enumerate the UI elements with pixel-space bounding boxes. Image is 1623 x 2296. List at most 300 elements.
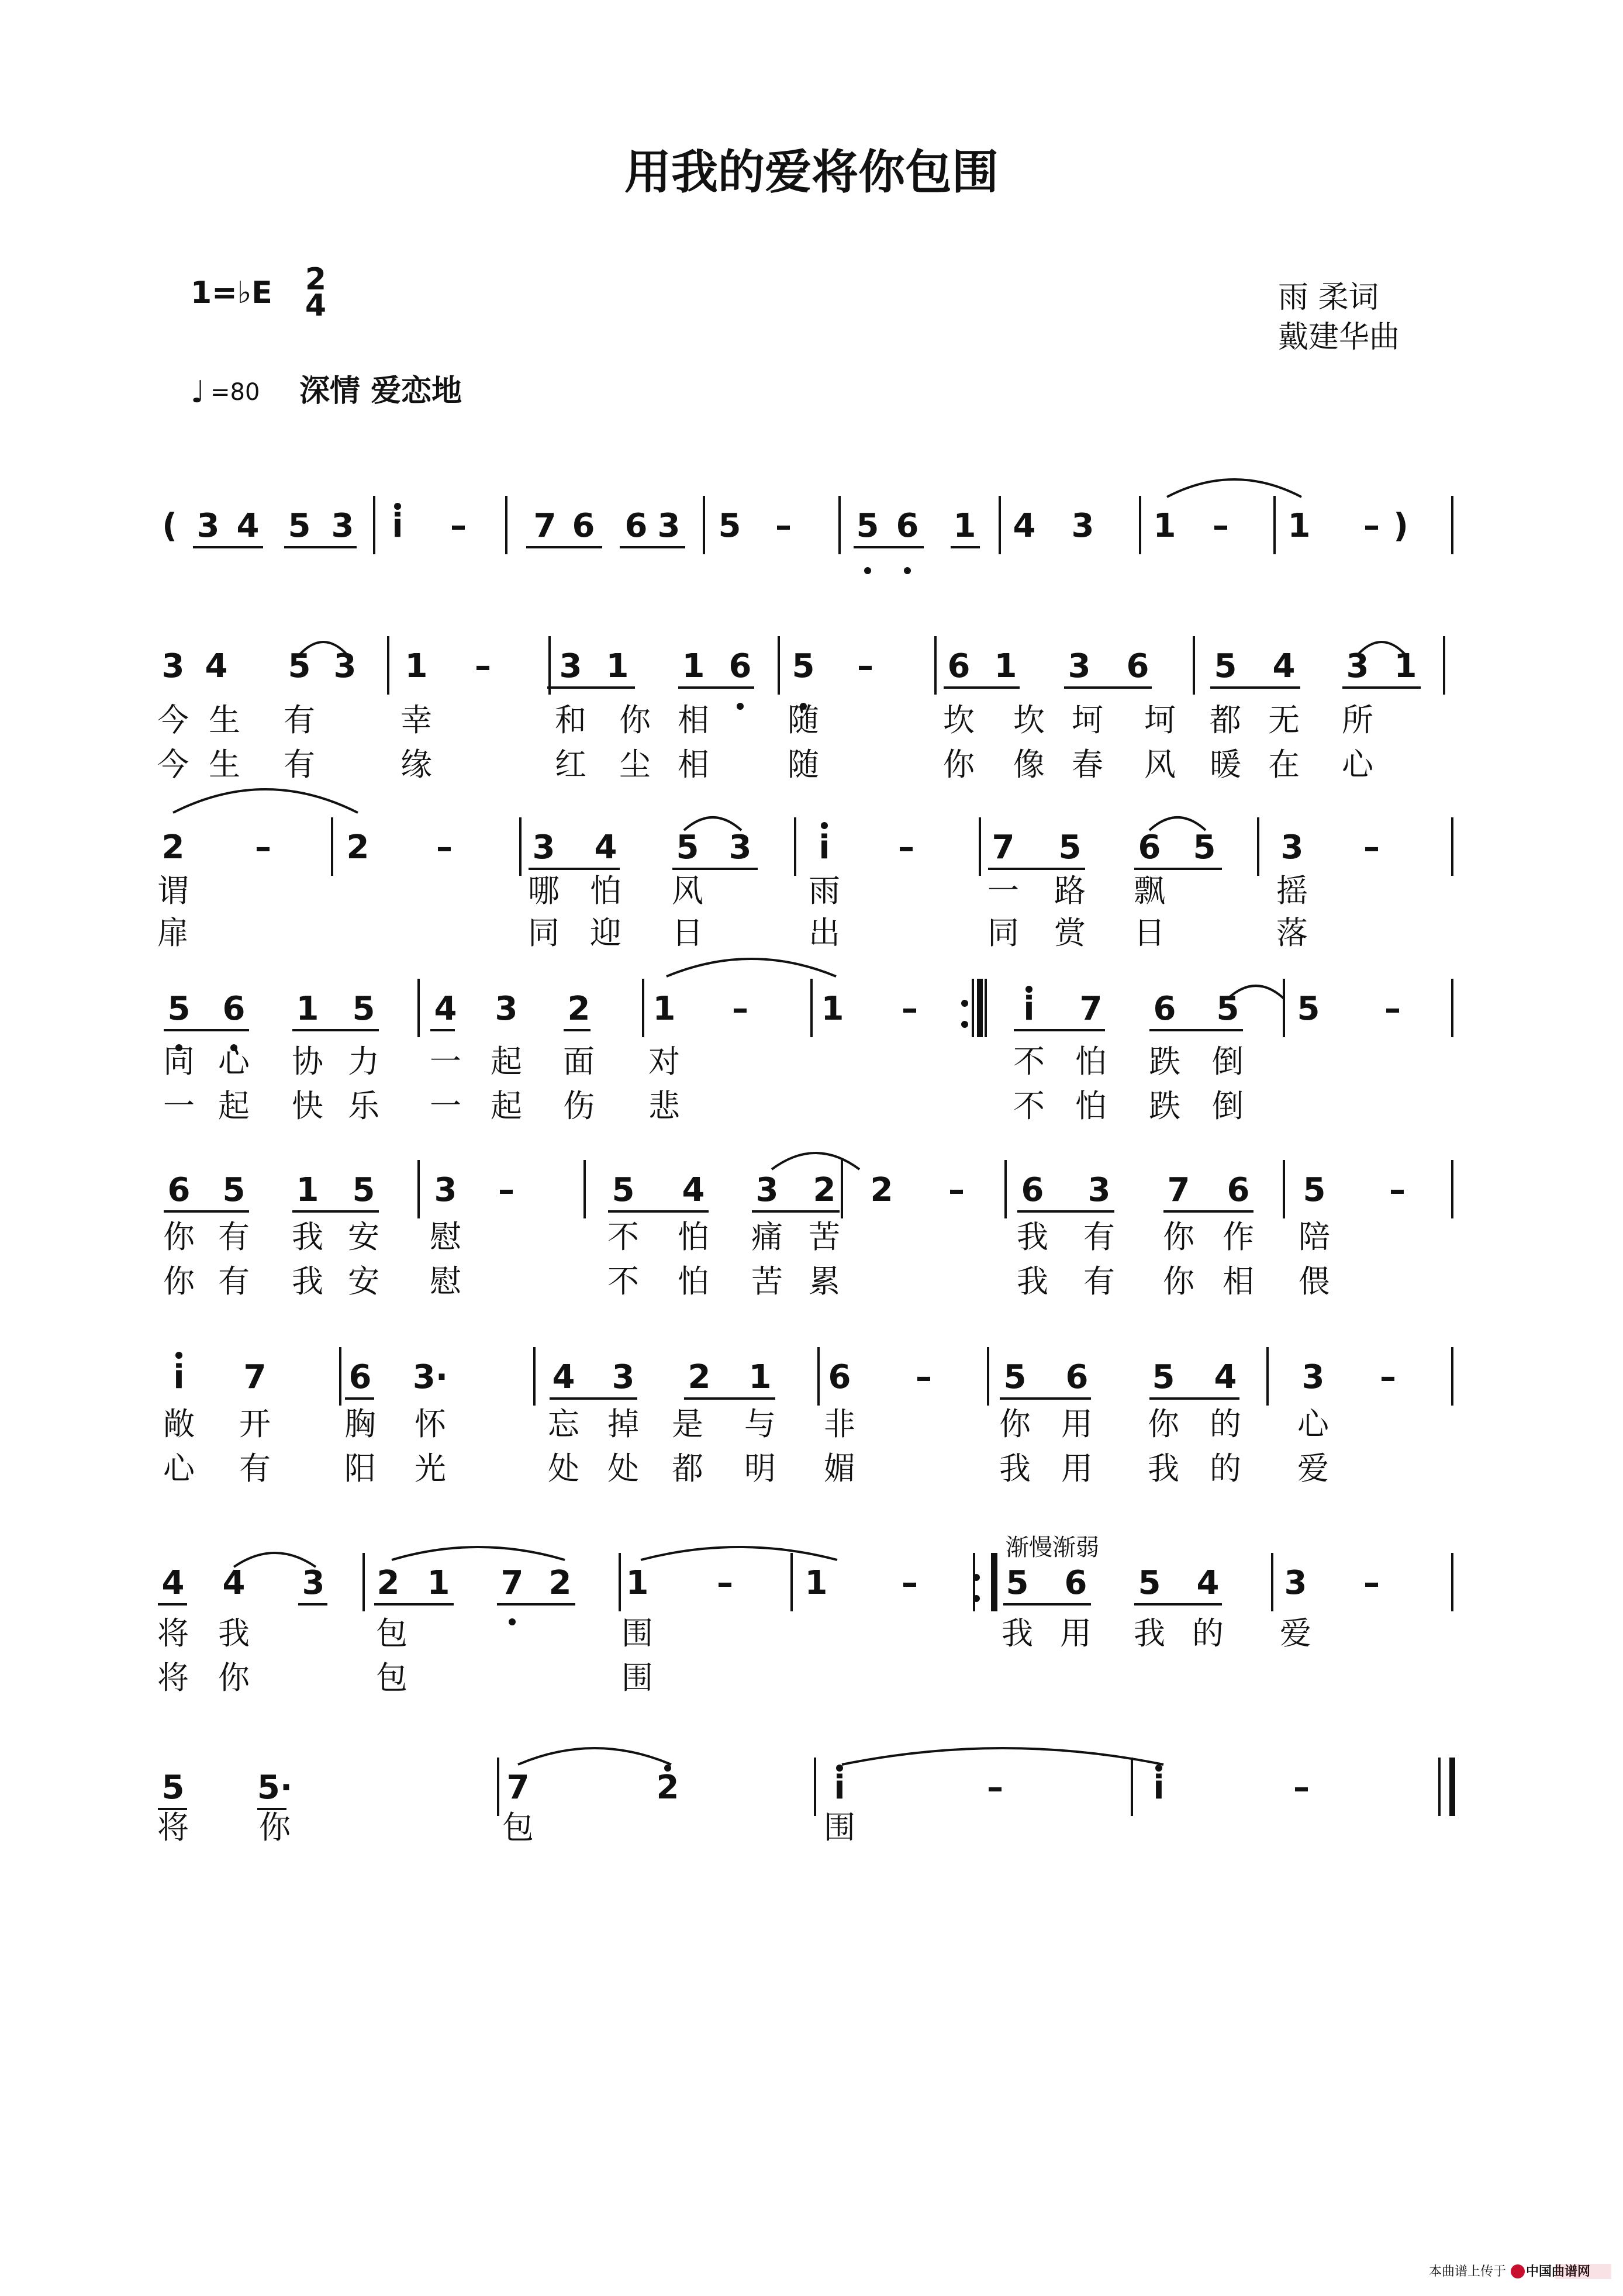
note: i: [819, 828, 830, 866]
lyric-verse-2: 日: [1134, 914, 1165, 951]
lyric-verse-1: 慰: [430, 1218, 461, 1255]
lyric-verse-2: 你: [163, 1263, 195, 1300]
note: 3: [755, 1171, 779, 1209]
lyric-verse-1: 敞: [163, 1406, 195, 1442]
lyric-verse-1: 飘: [1134, 872, 1165, 909]
note: 4: [552, 1358, 575, 1396]
lyric-verse-1: 有: [1083, 1218, 1115, 1255]
lyric-verse-1: 爱: [1280, 1615, 1311, 1652]
intro-close-paren: ): [1393, 507, 1408, 545]
lyric-verse-1: 与: [744, 1406, 776, 1442]
note: 3: [1284, 1564, 1307, 1602]
lyric-verse-2: 缘: [400, 746, 432, 783]
lyric-verse-2: 心: [1342, 746, 1373, 783]
note: –: [1380, 1358, 1396, 1396]
score-title: 用我的爱将你包围: [624, 145, 999, 199]
lyric-verse-2: 苦: [751, 1263, 783, 1300]
lyric-verse-1: 力: [348, 1043, 379, 1080]
note: 3: [161, 647, 185, 685]
lyric-verse-1: 开: [239, 1406, 271, 1442]
lyric-verse-2: 我: [999, 1450, 1031, 1487]
lyric-verse-1: 路: [1054, 872, 1086, 909]
note: 6: [1126, 647, 1149, 685]
lyric-verse-2: 你: [1163, 1263, 1194, 1300]
note: 3: [196, 507, 220, 545]
repeat-dot: [973, 1595, 980, 1602]
lyric-verse-1: 心: [218, 1043, 250, 1080]
lyric-verse-1: 怕: [590, 872, 621, 909]
note: 3: [657, 507, 681, 545]
lyric-verse-1: 坷: [1072, 702, 1103, 738]
lyric-verse-1: 心: [1297, 1406, 1329, 1442]
lyric-verse-1: 你: [163, 1218, 195, 1255]
lyric-verse-2: 光: [415, 1450, 446, 1487]
lyric-verse-1: 摇: [1276, 872, 1308, 909]
lyric-verse-2: 阳: [344, 1450, 376, 1487]
lyric-verse-2: 乐: [348, 1087, 379, 1124]
note: 6: [348, 1358, 372, 1396]
note: 1: [1153, 507, 1176, 545]
slur: [1167, 479, 1301, 497]
lyric-verse-2: 快: [292, 1087, 323, 1124]
note: 6: [728, 647, 752, 685]
note: 5: [1216, 990, 1239, 1028]
lyric-verse-2: 你: [218, 1659, 250, 1696]
lyric-verse-1: 相: [678, 702, 709, 738]
note: –: [255, 828, 271, 866]
lyric-verse-2: 随: [788, 746, 819, 783]
lyric-verse-2: 像: [1013, 746, 1045, 783]
note: 5: [1006, 1564, 1029, 1602]
note: 6: [1138, 828, 1161, 866]
note: i: [392, 507, 403, 545]
lyric-verse-1: 苦: [809, 1218, 840, 1255]
note: 4: [1013, 507, 1036, 545]
lyric-verse-2: 有: [239, 1450, 271, 1487]
lyric-verse-2: 有: [1083, 1263, 1115, 1300]
note: 5: [612, 1171, 635, 1209]
note: 7: [992, 828, 1015, 866]
lyric-verse-1: 用: [1061, 1406, 1093, 1442]
lyric-verse-2: 暖: [1210, 746, 1241, 783]
note: –: [1363, 828, 1380, 866]
note: 5: [1193, 828, 1216, 866]
lyric-verse-1: 跌: [1149, 1043, 1180, 1080]
note: i: [173, 1358, 185, 1396]
lyric-verse-1: 对: [648, 1043, 680, 1080]
lyric-verse-2: 起: [218, 1087, 250, 1124]
note: 1: [652, 990, 676, 1028]
lyric-verse-1: 用: [1060, 1615, 1092, 1652]
note: 5: [288, 507, 311, 545]
octave-dot-below: [737, 703, 744, 710]
lyric-verse-1: 的: [1192, 1615, 1224, 1652]
lyric-verse-2: 我: [1017, 1263, 1048, 1300]
tempo-value: =80: [210, 379, 260, 406]
lyric-verse-2: 的: [1210, 1450, 1241, 1487]
note: 5: [856, 507, 879, 545]
note: 5: [1058, 828, 1082, 866]
lyric-verse-2: 春: [1072, 746, 1103, 783]
lyric-verse-2: 不: [1013, 1087, 1045, 1124]
lyric-verse-1: 是: [672, 1406, 703, 1442]
lyric-verse-1: 一: [430, 1043, 461, 1080]
tempo-expression: 深情 爱恋地: [299, 374, 462, 409]
lyric-verse-1: 有: [218, 1218, 250, 1255]
note: –: [902, 1564, 918, 1602]
note: –: [916, 1358, 932, 1396]
slur: [667, 959, 836, 976]
note: 1: [821, 990, 844, 1028]
note: –: [436, 828, 453, 866]
note: 7: [533, 507, 557, 545]
lyric-verse-2: 心: [163, 1450, 195, 1487]
note: 5: [352, 1171, 375, 1209]
lyric-verse-1: 你: [999, 1406, 1031, 1442]
note: 2: [688, 1358, 711, 1396]
note: 3: [495, 990, 518, 1028]
note: 1: [1287, 507, 1311, 545]
lyric-verse-1: 围: [621, 1615, 653, 1652]
lyric-verse-2: 红: [555, 746, 586, 783]
note: 4: [594, 828, 617, 866]
slur: [518, 1748, 671, 1765]
repeat-dot: [961, 1021, 968, 1028]
slur: [173, 789, 358, 813]
repeat-dot: [961, 1000, 968, 1007]
lyric-verse-2: 怕: [1075, 1087, 1107, 1124]
lyric-verse-2: 尘: [619, 746, 651, 783]
note: 2: [548, 1564, 572, 1602]
lyric-verse-2: 悲: [648, 1087, 680, 1124]
note: 1: [405, 647, 428, 685]
note: 6: [947, 647, 971, 685]
lyric-verse-1: 你: [1163, 1218, 1194, 1255]
note: 2: [346, 828, 370, 866]
note: 3: [532, 828, 555, 866]
note: –: [775, 507, 792, 545]
slur: [641, 1547, 837, 1560]
note: 7: [1079, 990, 1103, 1028]
lyric-verse-2: 有: [284, 746, 315, 783]
lyric-verse-1: 无: [1268, 702, 1300, 738]
lyric-verse-2: 相: [678, 746, 709, 783]
note: 1: [1394, 647, 1417, 685]
note: 1: [296, 1171, 319, 1209]
footer-site-name: 中国曲谱网: [1526, 2264, 1591, 2279]
lyric-verse-2: 同: [528, 914, 560, 951]
lyric-verse-1: 忘: [548, 1406, 579, 1442]
lyric-verse-2: 将: [157, 1659, 189, 1696]
note: –: [1363, 1564, 1380, 1602]
note: 3: [1280, 828, 1304, 866]
lyric-verse-2: 生: [209, 746, 240, 783]
note: 5: [1152, 1358, 1175, 1396]
octave-dot-below: [904, 567, 911, 574]
lyric-verse-1: 倒: [1212, 1043, 1244, 1080]
note: 1: [296, 990, 319, 1028]
lyric-verse-2: 在: [1268, 746, 1300, 783]
note: 4: [1214, 1358, 1237, 1396]
note: 7: [243, 1358, 267, 1396]
lyric-verse-1: 怕: [678, 1218, 709, 1255]
lyric-verse-2: 一: [430, 1087, 461, 1124]
lyric-verse-1: 围: [824, 1809, 855, 1846]
lyric-verse-1: 非: [824, 1406, 855, 1442]
note: 5: [1138, 1564, 1161, 1602]
lyric-verse-2: 落: [1276, 914, 1308, 951]
note: 7: [500, 1564, 524, 1602]
note: 4: [434, 990, 457, 1028]
lyric-verse-1: 幸: [400, 702, 432, 738]
note: –: [498, 1171, 514, 1209]
note: 3: [728, 828, 752, 866]
lyric-verse-2: 起: [491, 1087, 522, 1124]
lyric-verse-1: 有: [284, 702, 315, 738]
lyric-verse-2: 同: [987, 914, 1019, 951]
time-signature-bottom: 4: [305, 288, 327, 323]
note: 3: [1068, 647, 1091, 685]
octave-dot-below: [509, 1618, 516, 1625]
lyric-verse-2: 相: [1223, 1263, 1254, 1300]
note: 6: [896, 507, 919, 545]
lyric-verse-2: 累: [809, 1263, 840, 1300]
lyric-verse-1: 哪: [528, 872, 560, 909]
note: 2: [567, 990, 591, 1028]
lyric-verse-1: 我: [218, 1615, 250, 1652]
note: 5: [167, 990, 191, 1028]
note: 6: [1153, 990, 1176, 1028]
note: 4: [205, 647, 228, 685]
lyric-verse-2: 扉: [157, 914, 189, 951]
lyric-verse-1: 一: [987, 872, 1019, 909]
lyric-verse-1: 随: [788, 702, 819, 738]
note: 3·: [412, 1358, 448, 1396]
note: 3: [1346, 647, 1369, 685]
lyric-verse-1: 起: [491, 1043, 522, 1080]
note: –: [1213, 507, 1229, 545]
lyric-verse-1: 坎: [943, 702, 975, 738]
note: –: [857, 647, 873, 685]
lyric-verse-1: 我: [1002, 1615, 1033, 1652]
note: 2: [870, 1171, 893, 1209]
note: 1: [748, 1358, 772, 1396]
note: 4: [222, 1564, 246, 1602]
lyric-verse-2: 媚: [824, 1450, 855, 1487]
lyric-verse-1: 怀: [415, 1406, 446, 1442]
note: 2: [813, 1171, 836, 1209]
lyric-verse-1: 生: [209, 702, 240, 738]
note: 5: [161, 1769, 185, 1807]
lyric-verse-2: 迎: [590, 914, 621, 951]
note: 1: [626, 1564, 649, 1602]
lyric-verse-1: 我: [1017, 1218, 1048, 1255]
footer-upload-text: 本曲谱上传于: [1429, 2264, 1507, 2279]
lyric-verse-1: 痛: [751, 1218, 783, 1255]
note: 2: [377, 1564, 400, 1602]
lyric-verse-2: 怕: [678, 1263, 709, 1300]
note: 2: [161, 828, 185, 866]
lyric-verse-1: 你: [1148, 1406, 1179, 1442]
note: 5: [352, 990, 375, 1028]
lyric-verse-2: 今: [157, 746, 189, 783]
lyric-verse-2: 处: [548, 1450, 579, 1487]
lyric-verse-2: 伤: [563, 1087, 595, 1124]
note: 3: [1071, 507, 1094, 545]
lyric-verse-2: 赏: [1054, 914, 1086, 951]
note: 4: [1272, 647, 1296, 685]
note: 7: [1167, 1171, 1190, 1209]
lyric-verse-2: 都: [672, 1450, 703, 1487]
composer-credit: 戴建华曲: [1278, 320, 1400, 355]
note: i: [1023, 990, 1035, 1028]
note: –: [987, 1769, 1003, 1807]
note: –: [475, 647, 491, 685]
lyric-verse-2: 偎: [1299, 1263, 1330, 1300]
tempo-note-icon: ♩: [191, 375, 205, 410]
lyric-verse-2: 出: [809, 914, 840, 951]
note: 3: [1301, 1358, 1325, 1396]
note: –: [902, 990, 918, 1028]
lyric-verse-2: 慰: [430, 1263, 461, 1300]
lyric-verse-2: 你: [943, 746, 975, 783]
lyric-verse-1: 今: [157, 702, 189, 738]
note: 3: [333, 647, 357, 685]
lyric-verse-2: 倒: [1212, 1087, 1244, 1124]
note: 6: [1064, 1564, 1087, 1602]
note: 6: [624, 507, 648, 545]
note: i: [834, 1769, 845, 1807]
lyric-verse-1: 风: [672, 872, 703, 909]
note: 3: [434, 1171, 457, 1209]
lyric-verse-2: 围: [621, 1659, 653, 1696]
note: 5: [1003, 1358, 1027, 1396]
note: 4: [161, 1564, 185, 1602]
note: 6: [572, 507, 595, 545]
lyric-verse-2: 一: [163, 1087, 195, 1124]
lyric-verse-1: 将: [157, 1809, 189, 1846]
lyric-verse-1: 的: [1210, 1406, 1241, 1442]
note: 6: [1065, 1358, 1089, 1396]
lyric-verse-1: 包: [502, 1809, 534, 1846]
lyric-verse-2: 安: [348, 1263, 379, 1300]
note: –: [732, 990, 748, 1028]
note: –: [898, 828, 914, 866]
lyric-verse-1: 坎: [1013, 702, 1045, 738]
note: –: [1384, 990, 1401, 1028]
lyric-verse-1: 你: [259, 1809, 291, 1846]
slur: [772, 1153, 859, 1169]
note: 2: [656, 1769, 679, 1807]
repeat-dot: [973, 1574, 980, 1581]
lyric-verse-1: 掉: [607, 1406, 639, 1442]
note: 1: [606, 647, 629, 685]
lyric-verse-2: 跌: [1149, 1087, 1180, 1124]
lyric-verse-1: 坷: [1144, 702, 1176, 738]
lyric-verse-2: 不: [607, 1263, 639, 1300]
lyric-verse-1: 将: [157, 1615, 189, 1652]
slur: [392, 1547, 565, 1560]
lyric-verse-1: 我: [1134, 1615, 1165, 1652]
note: 5·: [257, 1769, 293, 1807]
note: 6: [1021, 1171, 1044, 1209]
lyric-verse-2: 日: [672, 914, 703, 951]
lyric-verse-1: 不: [607, 1218, 639, 1255]
note: 6: [828, 1358, 851, 1396]
lyric-verse-2: 有: [218, 1263, 250, 1300]
note: 3: [559, 647, 582, 685]
note: –: [450, 507, 467, 545]
key-signature: 1=♭E: [191, 275, 272, 310]
lyric-verse-1: 陪: [1299, 1218, 1330, 1255]
lyric-verse-1: 不: [1013, 1043, 1045, 1080]
lyric-verse-1: 同: [163, 1043, 195, 1080]
note: 4: [236, 507, 260, 545]
note: 3: [1087, 1171, 1111, 1209]
octave-dot-below: [864, 567, 871, 574]
note: 6: [222, 990, 246, 1028]
note: 5: [288, 647, 311, 685]
lyric-verse-2: 处: [607, 1450, 639, 1487]
note: 1: [804, 1564, 828, 1602]
slur: [842, 1748, 1163, 1765]
lyric-verse-1: 和: [555, 702, 586, 738]
lyricist-credit: 雨 柔词: [1278, 280, 1379, 315]
lyric-verse-1: 谓: [157, 872, 189, 909]
note: 1: [427, 1564, 450, 1602]
lyric-verse-2: 爱: [1297, 1450, 1329, 1487]
note: 3: [612, 1358, 635, 1396]
note: 5: [1297, 990, 1320, 1028]
intro-open-paren: (: [162, 507, 177, 545]
lyric-verse-1: 都: [1210, 702, 1241, 738]
lyric-verse-2: 明: [744, 1450, 776, 1487]
lyric-verse-1: 包: [376, 1615, 408, 1652]
note: 5: [718, 507, 741, 545]
lyric-verse-1: 作: [1223, 1218, 1254, 1255]
time-signature-top: 2: [305, 262, 327, 297]
lyric-verse-1: 协: [292, 1043, 323, 1080]
lyric-verse-2: 我: [292, 1263, 323, 1300]
lyric-verse-2: 包: [376, 1659, 408, 1696]
lyric-verse-1: 怕: [1075, 1043, 1107, 1080]
lyric-verse-1: 胸: [344, 1406, 376, 1442]
lyric-verse-1: 雨: [809, 872, 840, 909]
note: 6: [1227, 1171, 1250, 1209]
lyric-verse-1: 面: [563, 1043, 595, 1080]
lyric-verse-1: 安: [348, 1218, 379, 1255]
note: –: [1293, 1769, 1310, 1807]
note: 3: [331, 507, 354, 545]
tempo-change-annotation: 渐慢渐弱: [1006, 1534, 1099, 1561]
note: 6: [167, 1171, 191, 1209]
lyric-verse-1: 你: [619, 702, 651, 738]
note: 7: [506, 1769, 530, 1807]
note: 1: [953, 507, 976, 545]
note: 5: [1303, 1171, 1326, 1209]
note: i: [1153, 1769, 1165, 1807]
note: 1: [682, 647, 705, 685]
note: 5: [222, 1171, 246, 1209]
note: 4: [682, 1171, 705, 1209]
lyric-verse-1: 所: [1342, 702, 1373, 738]
note: 5: [792, 647, 815, 685]
lyric-verse-1: 我: [292, 1218, 323, 1255]
note: 1: [994, 647, 1017, 685]
note: –: [1389, 1171, 1406, 1209]
note: –: [948, 1171, 965, 1209]
note: 5: [676, 828, 699, 866]
